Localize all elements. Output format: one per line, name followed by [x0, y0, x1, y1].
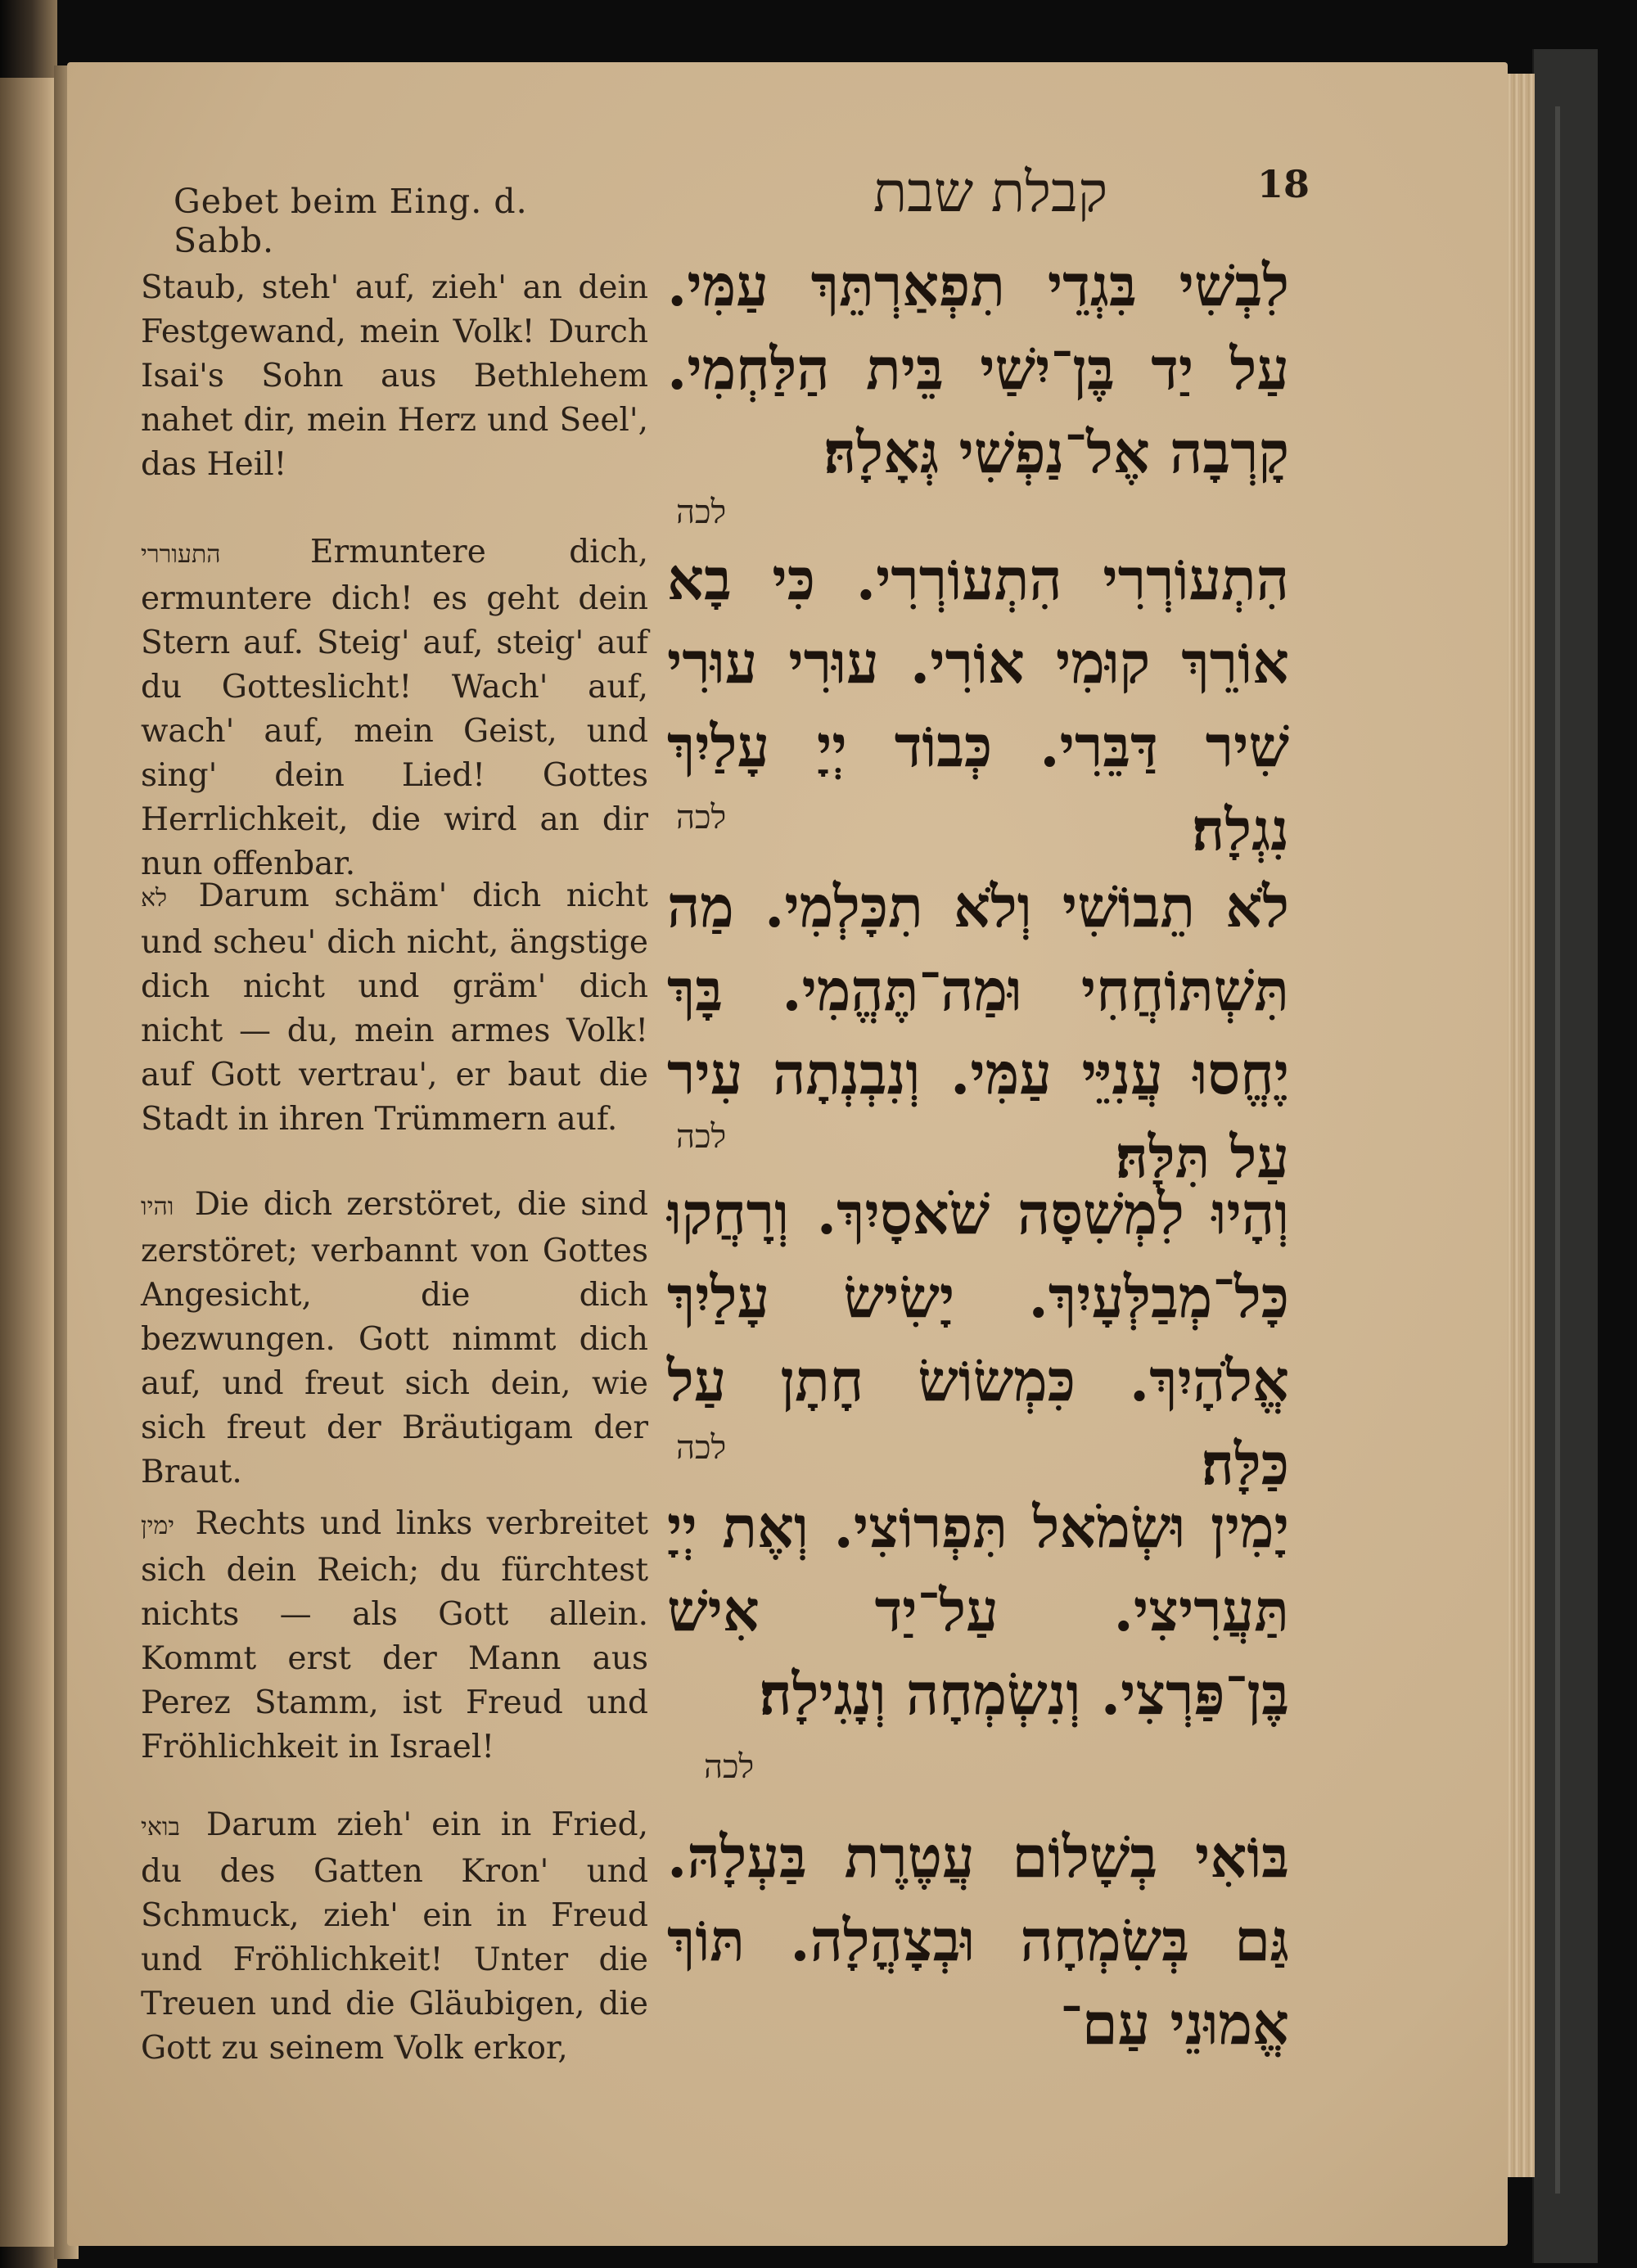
hebrew-stanza: וְהָיוּ לִמְשִׁסָּה שֹׁאסָיִךְ. וְרָחֲקוּ כָּל־מְבַלְּעָיִךְ. יָשִׂישׂ עָלַיִךְ אֱלֹהָיִךְ. כִּמְשׂוֹשׂ חָתָן עַל כַּלָּה׃ [667, 1179, 1289, 1498]
stanza-keyword: התעוררי [141, 540, 221, 569]
hebrew-stanza: לִבְשִׁי בִּגְדֵי תִפְאַרְתֵּךְ עַמִּי. עַל יַד בֶּן־יִשַׁי בֵּית הַלַּחְמִי. קָרְבָה אֶל־נַפְשִׁי גְּאָלָהּ׃ [667, 251, 1289, 486]
book-cover [1532, 49, 1598, 2263]
stanza-keyword: לא [141, 884, 168, 913]
german-stanza-text: Rechts und links verbreitet sich dein Reich; du fürchtest nichts — als Gott allein. Kommt erst der Mann aus Perez Stamm, ist Freud und Fröhlichkeit in Israel! [141, 1505, 648, 1765]
running-head-german: Gebet beim Eing. d. Sabb. [174, 182, 528, 260]
german-stanza-text: Darum zieh' ein in Fried, du des Gatten Kron' und Schmuck, zieh' ein in Freud und Fröhlichkeit! Unter die Treuen und die Gläubigen, die Gott zu seinem Volk erkor, [141, 1806, 648, 2067]
hebrew-stanza: לֹא תֵבוֹשִׁי וְלֹא תִכָּלְמִי. מַה תִּשְׁתּוֹחֲחִי וּמַה־תֶּהֱמִי. בָּךְ יֶחֱסוּ עֲנִיֵּי עַמִּי. וְנִבְנְתָה עִיר עַל תִּלָּהּ׃ [667, 872, 1289, 1191]
german-stanza [141, 266, 648, 487]
refrain-marker: לכה [676, 799, 727, 836]
hebrew-stanza: הִתְעוֹרְרִי הִתְעוֹרְרִי. כִּי בָא אוֹרֵךְ קוּמִי אוֹרִי. עוּרִי עוּרִי שִׁיר דַּבֵּרִי. כְּבוֹד יְיָ עָלַיִךְ נִגְלָה׃ [667, 545, 1289, 863]
refrain-marker: לכה [676, 1429, 727, 1467]
page-number: 18 [1257, 162, 1310, 206]
german-stanza [141, 1502, 648, 1770]
stanza-keyword: בואי [141, 1813, 181, 1842]
german-stanza-text: Staub, steh' auf, zieh' an dein Festgewand, mein Volk! Durch Isai's Sohn aus Bethlehem nahet dir, mein Herz und Seel', das Heil! [141, 269, 648, 483]
stanza-keyword: והיו [141, 1193, 174, 1221]
german-stanza-text: Darum schäm' dich nicht und scheu' dich nicht, ängstige dich nicht und gräm' dich nicht — du, mein armes Volk! auf Gott vertrau', er baut die Stadt in ihren Trümmern auf. [141, 877, 648, 1138]
german-stanza [141, 1183, 648, 1495]
stanza-keyword: ימין [141, 1512, 175, 1540]
german-stanza-text: Ermuntere dich, ermuntere dich! es geht dein Stern auf. Steig' auf, steig' auf du Gotteslicht! Wach' auf, wach' auf, mein Geist, und sing' dein Lied! Gottes Herrlichkeit, die wird an dir nun offenbar. [141, 534, 648, 882]
previous-page-edge [0, 78, 54, 2247]
refrain-marker: לכה [704, 1748, 755, 1786]
german-stanza [141, 530, 648, 886]
running-head-hebrew: קבלת שבת [873, 160, 1108, 225]
refrain-marker: לכה [676, 494, 727, 531]
cover-edge [1555, 106, 1560, 2194]
german-stanza-text: Die dich zerstöret, die sind zerstöret; verbannt von Gottes Angesicht, die dich bezwungen. Gott nimmt dich auf, und freut sich dein, wie sich freut der Bräutigam der Braut. [141, 1186, 648, 1490]
german-stanza [141, 874, 648, 1142]
refrain-marker: לכה [676, 1118, 727, 1156]
german-stanza [141, 1803, 648, 2071]
hebrew-stanza: בּוֹאִי בְשָׁלוֹם עֲטֶרֶת בַּעְלָהּ. גַּם בְּשִׂמְחָה וּבְצָהֳלָה. תּוֹךְ אֱמוּנֵי עַם־ [667, 1823, 1289, 2058]
hebrew-stanza: יָמִין וּשְׂמֹאל תִּפְרוֹצִי. וְאֶת יְיָ תַּעֲרִיצִי. עַל־יַד אִישׁ בֶּן־פַּרְצִי. וְנִשְׂמְחָה וְנָגִילָה׃ [667, 1493, 1289, 1728]
